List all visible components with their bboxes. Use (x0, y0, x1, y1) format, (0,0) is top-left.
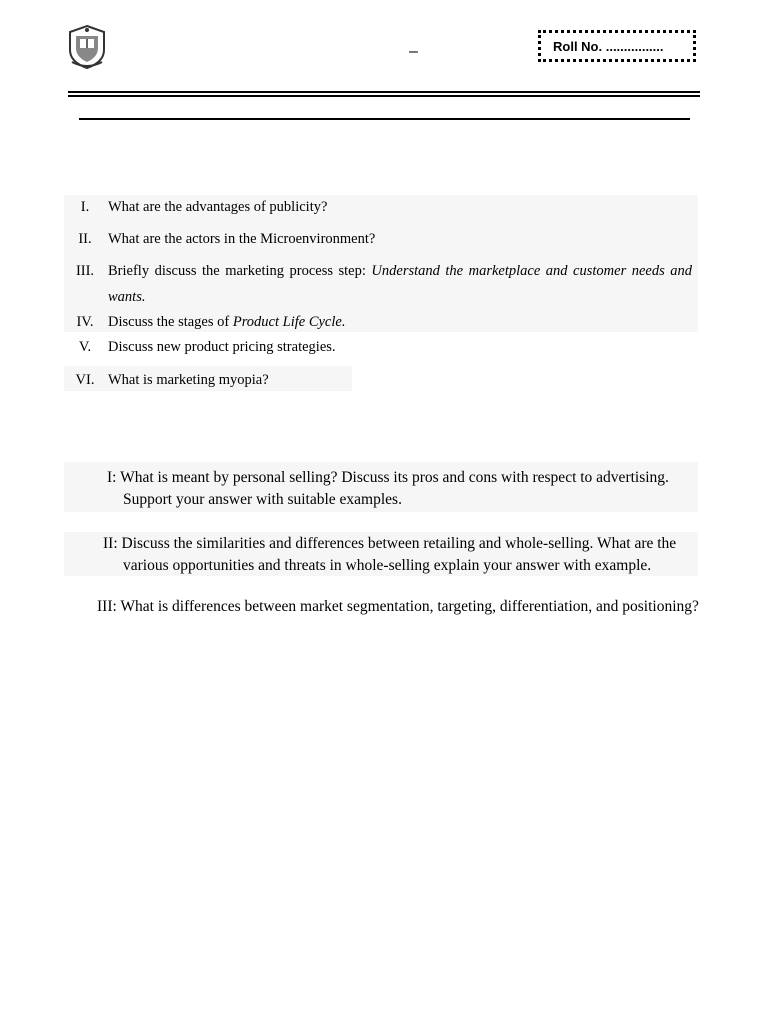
question-number: II: (103, 535, 118, 552)
question-text-line-2: Support your answer with suitable examples. (123, 491, 402, 508)
question-text: Discuss new product pricing strategies. (108, 339, 336, 355)
short-question-3 (62, 261, 692, 313)
title-dash: – (409, 43, 418, 60)
question-number: III: (97, 598, 117, 615)
long-question-3 (97, 596, 699, 618)
question-text (108, 258, 692, 310)
question-text-plain: Discuss the stages of (108, 314, 233, 330)
question-number: I. (80, 199, 90, 215)
question-text-italic: Understand the marketplace and customer needs and wants. (108, 263, 692, 305)
question-number: III. (75, 263, 95, 279)
section-rule (79, 118, 690, 120)
question-text-line-1: Discuss the similarities and differences between retailing and whole-selling. What are the (121, 535, 677, 552)
question-number: VI. (75, 372, 95, 388)
university-crest-icon (66, 24, 108, 70)
long-question-1 (107, 467, 669, 511)
question-text: What are the advantages of publicity? (108, 199, 328, 215)
question-text-line-2: various opportunities and threats in whole-selling explain your answer with example. (123, 557, 652, 574)
question-number: II. (78, 231, 92, 247)
question-text: What is marketing myopia? (108, 372, 269, 388)
question-number: I: (107, 469, 117, 486)
question-text-italic: Product Life Cycle. (232, 314, 346, 330)
question-text-plain: Briefly discuss the marketing process step: (108, 263, 372, 279)
header-rule-bottom (68, 95, 700, 97)
long-question-2 (103, 533, 676, 577)
roll-number-box[interactable] (538, 30, 696, 62)
question-text-line-1: What is differences between market segmentation, targeting, differentiation, and positioning? (120, 598, 699, 615)
question-text: What are the actors in the Microenvironment? (108, 231, 376, 247)
question-number: V. (78, 339, 92, 355)
question-text (108, 312, 345, 332)
roll-number-label: Roll No. ................ (553, 38, 664, 54)
header-rule-top (68, 91, 700, 93)
question-number: IV. (76, 314, 94, 330)
question-text-line-1: What is meant by personal selling? Discuss its pros and cons with respect to advertising. (120, 469, 669, 486)
